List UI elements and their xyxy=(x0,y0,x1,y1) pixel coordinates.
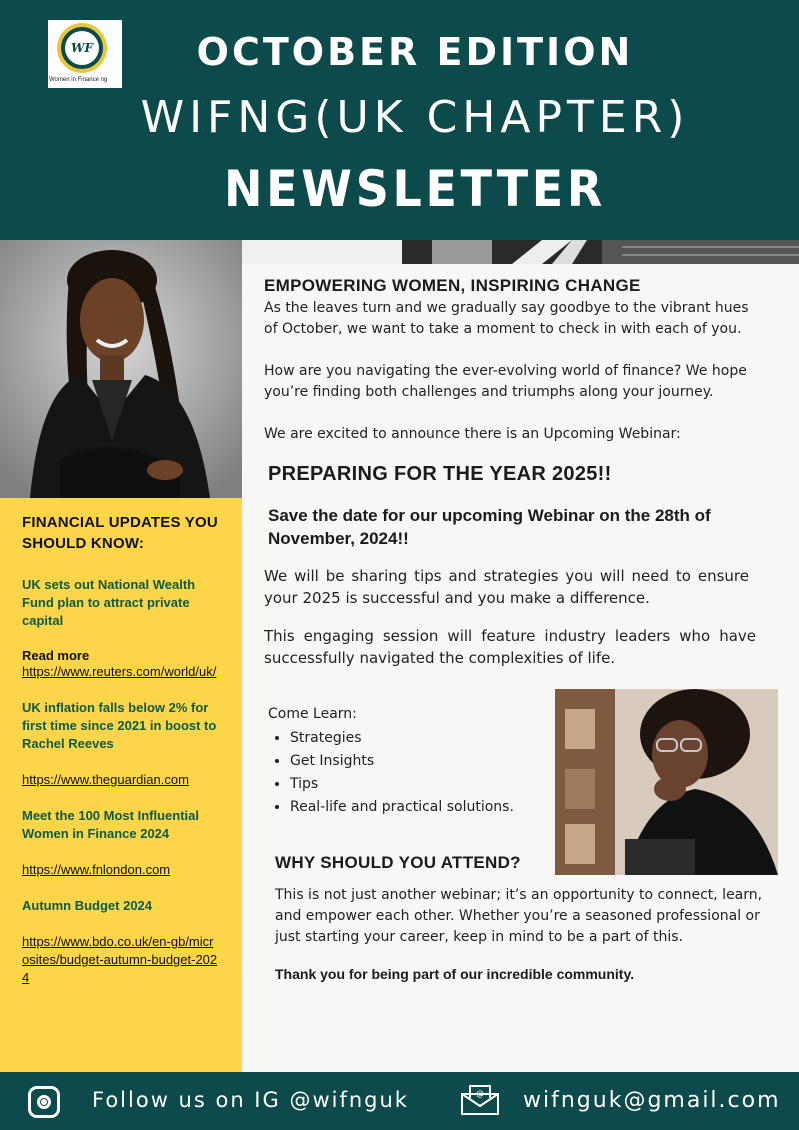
main-heading: EMPOWERING WOMEN, INSPIRING CHANGE xyxy=(264,276,641,295)
tips-paragraph: We will be sharing tips and strategies you will need to ensure your 2025 is successful and you make a difference. xyxy=(264,567,749,607)
update-title: UK sets out National Wealth Fund plan to attract private capital xyxy=(22,577,196,628)
logo-text: WF xyxy=(65,31,99,65)
instagram-handle[interactable]: Follow us on IG @wifnguk xyxy=(92,1088,409,1112)
sidebar-title: FINANCIAL UPDATES YOU SHOULD KNOW: xyxy=(22,514,218,552)
list-item: • Strategies xyxy=(290,727,553,750)
update-title: Autumn Budget 2024 xyxy=(22,898,153,913)
woman-at-laptop-photo xyxy=(555,689,778,875)
logo-emblem xyxy=(57,23,107,73)
come-learn-section xyxy=(268,704,553,819)
footer xyxy=(0,1072,799,1130)
logo-caption: Women in Finance ng xyxy=(49,77,108,83)
update-title: UK inflation falls below 2% for first time since 2021 in boost to Rachel Reeves xyxy=(22,700,217,751)
list-item: • Tips xyxy=(290,773,553,796)
come-learn-title: Come Learn: xyxy=(268,706,357,722)
update-link[interactable]: https://www.fnlondon.com xyxy=(22,862,171,877)
chapter-title: WIFNG(UK CHAPTER) xyxy=(140,92,690,143)
financial-updates-sidebar xyxy=(0,498,242,1072)
update-title: Meet the 100 Most Influential Women in Finance 2024 xyxy=(22,808,199,841)
why-heading: WHY SHOULD YOU ATTEND? xyxy=(275,853,521,872)
learn-list xyxy=(268,727,553,819)
update-link[interactable]: https://www.theguardian.com xyxy=(22,772,189,787)
thank-you-note: Thank you for being part of our incredible community. xyxy=(275,966,635,982)
header-banner xyxy=(0,0,799,240)
intro-paragraph-1: As the leaves turn and we gradually say goodbye to the vibrant hues of October, we want to take a moment to check in with each of you. xyxy=(264,300,749,337)
envelope-icon[interactable] xyxy=(460,1084,500,1116)
read-more-label: Read more xyxy=(22,648,90,663)
update-link[interactable]: https://www.reuters.com/world/uk/ xyxy=(22,664,217,679)
why-paragraph: This is not just another webinar; it’s an opportunity to connect, learn, and empower each other. Whether you’re a seasoned professional or just starting your career, keep in mind to be a part of this. xyxy=(275,887,763,945)
svg-text:@: @ xyxy=(476,1089,484,1098)
wifng-logo xyxy=(48,20,122,88)
save-the-date: Save the date for our upcoming Webinar on the 28th of November, 2024!! xyxy=(268,506,711,548)
main-content xyxy=(264,276,764,669)
update-link[interactable]: https://www.bdo.co.uk/en-gb/microsites/budget-autumn-budget-2024 xyxy=(22,934,218,985)
why-attend-section xyxy=(275,853,775,982)
portrait-photo xyxy=(0,240,242,498)
edition-title: OCTOBER EDITION xyxy=(196,30,634,74)
intro-paragraph-3: We are excited to announce there is an Upcoming Webinar: xyxy=(264,426,681,442)
session-paragraph: This engaging session will feature industry leaders who have successfully navigated the complexities of life. xyxy=(264,627,756,667)
webinar-heading: PREPARING FOR THE YEAR 2025!! xyxy=(268,463,612,485)
list-item: • Real-life and practical solutions. xyxy=(290,796,553,819)
instagram-icon[interactable] xyxy=(28,1086,60,1118)
list-item: • Get Insights xyxy=(290,750,553,773)
contact-email[interactable]: wifnguk@gmail.com xyxy=(523,1088,781,1113)
intro-paragraph-2: How are you navigating the ever-evolving world of finance? We hope you’re finding both challenges and triumphs along your journey. xyxy=(264,363,747,400)
newsletter-title: NEWSLETTER xyxy=(223,160,606,218)
architecture-strip-photo xyxy=(242,240,799,264)
